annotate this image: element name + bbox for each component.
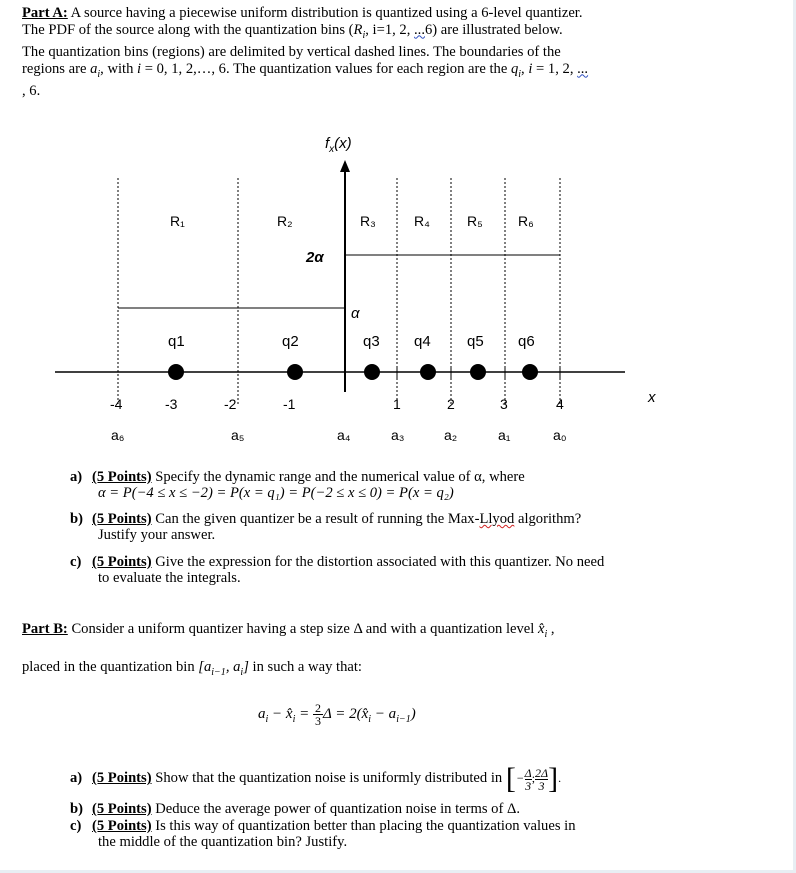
region-symbol: R [353,21,363,38]
q-b-a-points: (5 Points) [92,770,152,787]
ellipsis-1: ... [414,21,425,38]
eq-equals: = [295,705,313,722]
interval-pos-den: 3 [538,778,545,793]
q-a-b-text-end: algorithm? [514,511,582,527]
part-a-heading: Part A: [22,5,68,21]
eq-sub3: i [368,713,372,725]
boundary-label-a1: a₁ [498,427,511,443]
x-axis-label: x [648,389,656,406]
region-label-r2: R₂ [277,213,293,229]
q-label-2: q2 [282,333,299,350]
q-a-a-points: (5 Points) [92,469,152,485]
part-b-line1-end: , [547,621,555,637]
eq-mid: − x̂ [268,705,293,722]
q-label-5: q5 [467,333,484,350]
q-a-c-text: Give the expression for the distortion associated with this quantizer. No need [151,554,605,570]
bin-sub2: i [240,666,244,678]
q-a-c-points: (5 Points) [92,554,152,570]
index-i-2: i [528,60,533,77]
eq-a-sub: i [265,713,269,725]
bin-open: [a [198,658,212,675]
tick-label--4: -4 [110,396,123,412]
pdf-ylabel: $f_x(x)$ [325,135,352,155]
q-b-a-text: Show that the quantization noise is uniformly distributed in [151,770,506,787]
tick-label-2: 2 [447,396,455,412]
interval-frac-neg [525,767,532,792]
part-a-line4i: , [521,60,529,77]
x-hat-sub: i [544,628,548,640]
question-b-b [70,802,770,818]
eq-a: a [258,705,266,722]
part-a-line4d: , with [100,60,138,77]
interval-frac-pos [535,767,548,792]
label-alpha: α [351,305,360,322]
q-b-c-text: Is this way of quantization better than placing the quantization values in [151,818,576,834]
region-label-r1: R₁ [170,213,185,229]
q-b-c-points: (5 Points) [92,818,152,834]
q-label-6: q6 [518,333,535,350]
eq-rest3: ) [410,705,416,722]
ellipsis-2: ... [577,60,589,77]
part-a-line2-end: 6) are illustrated below. [424,21,563,38]
q-dot-4 [420,364,436,380]
bin-mid: , a [225,658,241,675]
q-b-b-points: (5 Points) [92,801,152,817]
q-b-a-label: a) [70,770,83,787]
part-b-heading: Part B: [22,621,68,637]
question-a-c [70,555,770,586]
eq-frac-num: 2 [314,701,321,715]
tick-label-4: 4 [556,396,564,412]
boundary-label-a3: a₃ [391,427,405,443]
tick-label-3: 3 [500,396,508,412]
part-b-intro [22,620,774,682]
bin-close: ] [243,658,249,675]
region-label-r3: R₃ [360,213,376,229]
region-sub: i [362,29,366,41]
part-b-line1: Consider a uniform quantizer having a step size Δ and with a quantization level [67,621,538,637]
q-dot-3 [364,364,380,380]
region-label-r4: R₄ [414,213,430,229]
tick-label--1: -1 [283,396,296,412]
label-2alpha: 2α [306,249,324,266]
equation-main [258,702,416,727]
boundary-symbol: a [90,60,98,77]
interval-neg-num: Δ [524,765,532,780]
eq-sub4: i−1 [396,713,411,725]
q-a-b-points: (5 Points) [92,511,152,527]
part-a-line2: The PDF of the source along with the quantization bins ( [22,21,354,38]
q-a-a-text: Specify the dynamic range and the numerical value of α, where [151,469,525,485]
q-dot-1 [168,364,184,380]
eq-rest2: − a [371,705,397,722]
interval-pos-num: 2Δ [535,765,549,780]
q-a-a-text2: α = P(−4 ≤ x ≤ −2) = P(x = q₁) = P(−2 ≤ x ≤ 0) = P(x = q₂) [98,484,454,501]
q-b-b-text: Deduce the average power of quantization noise in terms of Δ. [151,801,521,817]
tick-label--2: -2 [224,396,237,412]
boundary-label-a4: a₄ [337,427,351,443]
q-dot-6 [522,364,538,380]
eq-frac-den: 3 [314,714,321,728]
q-a-c-label: c) [70,554,82,570]
q-a-b-text2: Justify your answer. [98,526,216,543]
q-label-3: q3 [363,333,380,350]
q-a-c-text2: to evaluate the integrals. [98,569,241,586]
part-b-line2: placed in the quantization bin [22,658,199,675]
qvalue-sub: i [518,68,522,80]
region-label-r5: R₅ [467,213,483,229]
eq-sub2: i [292,713,296,725]
q-a-b-text: Can the given quantizer be a result of running the Max- [151,511,480,527]
boundary-label-a5: a₅ [231,427,245,443]
part-a-line4f: = 0, 1, 2,…, 6. The quantization values for each region are the [141,60,511,77]
region-label-r6: R₆ [518,213,534,229]
question-a-b [70,512,770,543]
boundary-sub: i [97,68,101,80]
pdf-figure [0,120,796,460]
part-a-line4k: = 1, 2, [532,60,578,77]
part-a-line4a: regions are [22,60,91,77]
index-i: i [137,60,142,77]
q-a-a-label: a) [70,469,83,485]
boundary-label-a2: a₂ [444,427,458,443]
q-label-1: q1 [168,333,185,350]
boundary-label-a6: a₆ [111,427,125,443]
y-axis-arrow [340,160,350,172]
question-b-a [70,764,770,794]
part-a-line2-mid: , i=1, 2, [365,21,415,38]
part-a-intro [22,5,774,100]
part-a-line3: The quantization bins (regions) are delimited by vertical dashed lines. The boundaries of the [22,44,561,61]
bin-sub1: i−1 [211,666,226,678]
q-a-b-misspelled: Llyod [479,511,515,527]
interval-neg-den: 3 [525,778,532,793]
q-dot-2 [287,364,303,380]
q-label-4: q4 [414,333,431,350]
q-a-b-label: b) [70,511,83,527]
part-a-line5: , 6. [22,83,41,100]
x-hat-symbol: x̂ [537,621,545,637]
qvalue-symbol: q [510,60,519,77]
question-a-a [70,470,770,501]
tick-label-1: 1 [393,396,401,412]
noise-interval: [ − $\frac{\Delta}{3}$ ; $\frac{2\Delta}{3}$ ] . [505,762,562,795]
question-b-c [70,819,770,850]
part-b-line2-end: in such a way that: [248,658,362,675]
boundary-label-a0: a₀ [553,427,567,443]
q-b-c-text2: the middle of the quantization bin? Justify. [98,833,348,850]
eq-fraction [313,702,323,727]
tick-label--3: -3 [165,396,178,412]
q-b-b-label: b) [70,801,83,817]
eq-rest: Δ = 2(x̂ [322,705,369,722]
part-a-line1: A source having a piecewise uniform distribution is quantized using a 6-level quantizer. [67,5,583,21]
q-dot-5 [470,364,486,380]
q-b-c-label: c) [70,818,82,834]
